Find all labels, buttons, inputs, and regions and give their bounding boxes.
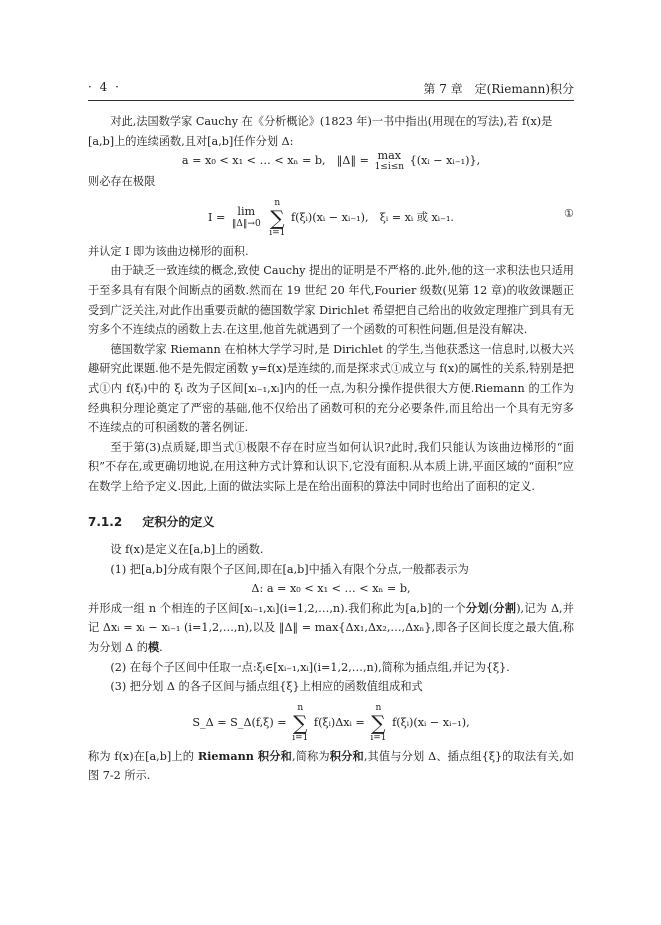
sigma-symbol: ∑ bbox=[270, 205, 285, 230]
equation-number: ① bbox=[563, 206, 574, 220]
chapter-title: 第 7 章 定(Riemann)积分 bbox=[423, 82, 574, 96]
equation-1-lhs: I = bbox=[207, 210, 226, 224]
page-header bbox=[88, 78, 574, 98]
final-text-b: ,简称为 bbox=[292, 749, 330, 763]
sum-2-lower: i=1 bbox=[370, 732, 387, 743]
summation-operator bbox=[269, 198, 285, 238]
max-operator bbox=[375, 151, 404, 172]
term-riemann-sum: Riemann 积分和 bbox=[197, 748, 292, 763]
limit-word: lim bbox=[237, 204, 256, 218]
section-heading bbox=[88, 513, 574, 533]
paragraph-cauchy-2: [a,b]上的连续函数,且对[a,b]任作分划 Δ: bbox=[88, 134, 294, 148]
max-word: max bbox=[377, 149, 402, 163]
step-3-text: (3) 把分划 Δ 的各子区间与插点组{ξ}上相应的函数值组成和式 bbox=[110, 680, 423, 694]
paragraph-then-exists: 则必存在极限 bbox=[88, 175, 156, 189]
paragraph-area: 至于第(3)点质疑,即当式①极限不存在时应当如何认识?此时,我们只能认为该曲边梯形的“面积”不存在,或更确切地说,在用这种方式计算和认识下,它没有面积.从本质上讲,平面区域的“面积”应在数学上给予定义.因此,上面的做法实际上是在给出面积的算法中同时也给出了面积的定义. bbox=[88, 440, 574, 493]
step-1-text: (1) 把[a,b]分成有限个子区间,即在[a,b]中插入有限个分点,一般都表示为 bbox=[110, 562, 469, 576]
page-number: · 4 · bbox=[88, 80, 121, 94]
sum-2-upper: n bbox=[375, 702, 382, 713]
summation-operator-2 bbox=[370, 703, 386, 743]
paren-open: ( bbox=[488, 601, 494, 615]
sigma-symbol-2: ∑ bbox=[371, 710, 386, 735]
final-paragraph bbox=[88, 747, 574, 786]
sum-1-upper: n bbox=[297, 702, 304, 713]
equation-partition-head: a = x₀ < x₁ < … < xₙ = b, ‖Δ‖ = bbox=[181, 154, 369, 168]
sum-upper: n bbox=[274, 197, 281, 208]
equation-partition-tail: {(xᵢ − xᵢ₋₁)}, bbox=[409, 154, 481, 168]
sum-1-lower: i=1 bbox=[292, 732, 309, 743]
final-text-a: 称为 f(x)在[a,b]上的 bbox=[88, 749, 198, 763]
term-division: 分割 bbox=[493, 600, 517, 615]
step-1-continued bbox=[88, 599, 574, 658]
sigma-symbol-1: ∑ bbox=[293, 710, 308, 735]
term-partition: 分划 bbox=[465, 600, 489, 615]
equation-1 bbox=[88, 198, 574, 238]
paragraph-define: 并认定 I 即为该曲边梯形的面积. bbox=[88, 244, 249, 258]
max-subscript: 1≤i≤n bbox=[374, 162, 405, 173]
riemann-sum-mid: f(ξᵢ)Δxᵢ = bbox=[313, 715, 365, 729]
sum-lower: i=1 bbox=[269, 227, 286, 238]
step-1-end: . bbox=[159, 641, 163, 655]
final-text-c: ,其值与分划 Δ、插点组{ξ}的取法有关,如图 7-2 所示. bbox=[88, 749, 574, 783]
definition-intro: 设 f(x)是定义在[a,b]上的函数. bbox=[110, 543, 264, 557]
limit-operator bbox=[232, 206, 261, 230]
page-body bbox=[88, 112, 574, 786]
equation-1-body: f(ξᵢ)(xᵢ − xᵢ₋₁), ξᵢ = xᵢ 或 xᵢ₋₁. bbox=[290, 210, 454, 224]
summation-operator-1 bbox=[292, 703, 308, 743]
term-integral-sum: 积分和 bbox=[329, 748, 364, 763]
header-rule bbox=[88, 100, 574, 101]
section-title: 定积分的定义 bbox=[142, 514, 215, 529]
term-norm: 模 bbox=[147, 640, 160, 655]
step-1-text-a: 并形成一组 n 个相连的子区间[xᵢ₋₁,xᵢ](i=1,2,…,n).我们称此为[a,b]的一个 bbox=[88, 601, 466, 615]
paragraph-dirichlet: 由于缺乏一致连续的概念,致使 Cauchy 提出的证明是不严格的.此外,他的这一求积法也只适用于至多具有有限个间断点的函数.然而在 19 世纪 20 年代,Fourier 级数(见第 12 章)的收敛课题正受到广泛关注,对此作出重要贡献的德国数学家 Dirichlet 希望把自己给出的收敛定理推广到具有无穷多个不连续点的函数上去.在这里,他首先就遇到了一个函数的可积性问题,但是没有解决. bbox=[88, 264, 574, 337]
step-2-text: (2) 在每个子区间中任取一点:ξᵢ∈[xᵢ₋₁,xᵢ](i=1,2,…,n),简称为插点组,并记为{ξ}. bbox=[110, 660, 510, 674]
equation-delta: Δ: a = x₀ < x₁ < … < xₙ = b, bbox=[251, 582, 411, 596]
riemann-sum-rhs: f(ξᵢ)(xᵢ − xᵢ₋₁), bbox=[392, 715, 470, 729]
paragraph-riemann: 德国数学家 Riemann 在柏林大学学习时,是 Dirichlet 的学生,当他获悉这一信息时,以极大兴趣研究此课题.他不是先假定函数 y=f(x)是连续的,而是探求式①成立与 f(x)的属性的关系,特别是把式①内 f(ξᵢ)中的 ξᵢ 改为子区间[xᵢ₋₁,xᵢ]内的任一点,为积分操作提供很大方便.Riemann 的工作为经典积分理论奠定了严密的基础,他不仅给出了函数可积的充分必要条件,而且给出一个具有无穷多不连续点的可积函数的著名例证. bbox=[88, 342, 574, 435]
limit-subscript: ‖Δ‖→0 bbox=[231, 218, 261, 229]
riemann-sum-lhs: S_Δ = S_Δ(f,ξ) = bbox=[192, 715, 287, 729]
section-number: 7.1.2 bbox=[88, 514, 123, 529]
paragraph-cauchy-1: 对此,法国数学家 Cauchy 在《分析概论》(1823 年)一书中指出(用现在的写法),若 f(x)是 bbox=[110, 115, 553, 128]
step-1-text-b: ),记为 Δ,并记 Δxᵢ = xᵢ − xᵢ₋₁ (i=1,2,…,n),以及 ‖Δ‖ = max{Δx₁,Δx₂,…,Δxₙ},即各子区间长度之最大值,称为分划 Δ 的 bbox=[88, 601, 574, 655]
equation-partition bbox=[88, 151, 574, 172]
equation-riemann-sum bbox=[88, 703, 574, 743]
